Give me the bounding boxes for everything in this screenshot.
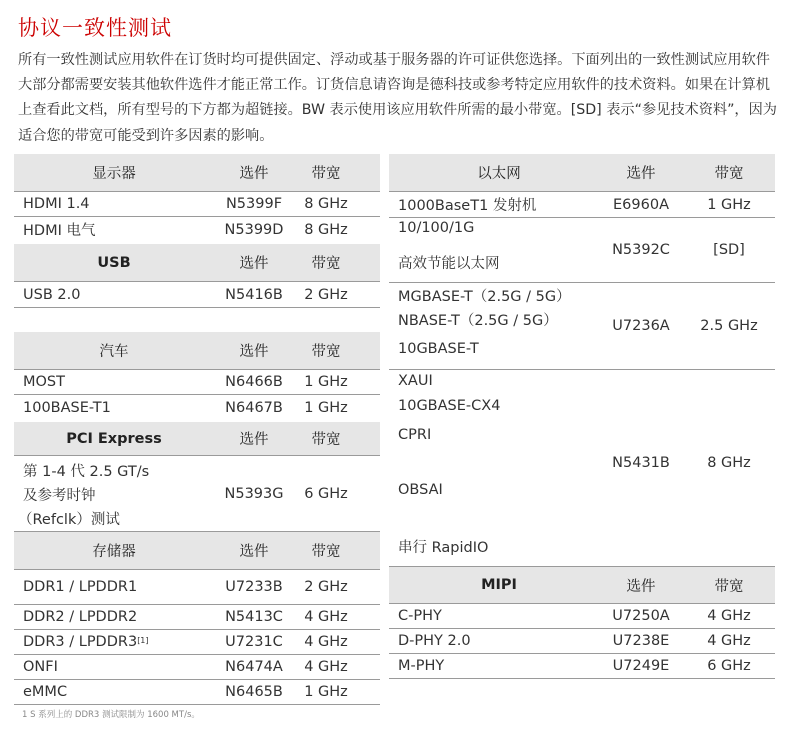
row-name: MOST: [23, 374, 65, 390]
table-row: [389, 604, 775, 629]
table-row: [389, 629, 775, 654]
row-bandwidth: 4 GHz: [304, 634, 348, 650]
option-link[interactable]: N5399F: [225, 196, 283, 212]
row-bandwidth: 8 GHz: [304, 221, 348, 238]
option-link[interactable]: U7238E: [612, 633, 670, 649]
row-name: D-PHY 2.0: [398, 633, 471, 649]
option-link[interactable]: N6467B: [225, 399, 283, 416]
mipi-table-header: [389, 566, 775, 604]
row-name: HDMI 电气: [23, 223, 96, 239]
group-line: 10GBASE-CX4: [398, 398, 501, 414]
row-name: 100BASE-T1: [23, 399, 111, 416]
bandwidth-col-header: 带宽: [311, 166, 341, 182]
row-bandwidth: 4 GHz: [304, 659, 348, 675]
group-line: MGBASE-T（2.5G / 5G）: [398, 289, 571, 305]
bandwidth-col-header: 带宽: [714, 166, 744, 182]
intro-paragraph: 所有一致性测试应用软件在订货时均可提供固定、浮动或基于服务器的许可证供您选择。下面列出的一致性测试应用软件大部分都需要安装其他软件选件才能正常工作。订货信息请咨询是德科技或参考特定应用软件的技术资料。如果在计算机上查看此文档，所有型号的下方都为超链接。BW 表示使用该应用软件所需的最小带宽。[SD] 表示“参见技术资料”，因为适合您的带宽可能受到许多因素的影响。: [18, 52, 777, 144]
page-title: 协议一致性测试: [18, 16, 172, 40]
table-row: [389, 192, 775, 218]
auto-header: 汽车: [99, 344, 129, 360]
option-link[interactable]: N5416B: [225, 286, 283, 303]
group-line: CPRI: [398, 427, 432, 443]
option-link[interactable]: N5392C: [612, 242, 670, 258]
display-header: 显示器: [92, 166, 136, 182]
bandwidth-col-header: 带宽: [311, 544, 341, 560]
row-bandwidth: 2.5 GHz: [700, 318, 758, 334]
table-row: [14, 655, 380, 680]
row-name: DDR2 / LPDDR2: [23, 609, 138, 625]
row-bandwidth: 8 GHz: [707, 455, 751, 471]
option-link[interactable]: N5399D: [224, 221, 284, 238]
option-link[interactable]: N6465B: [225, 684, 283, 700]
storage-table-header: [14, 532, 380, 570]
row-bandwidth: 6 GHz: [304, 485, 348, 502]
ethernet-group-2: [389, 283, 775, 370]
row-name: eMMC: [23, 684, 68, 700]
row-name: 1000BaseT1 发射机: [398, 198, 537, 214]
table-row: [14, 680, 380, 705]
group-line: XAUI: [398, 373, 433, 389]
table-row: [14, 570, 380, 605]
row-bandwidth: 6 GHz: [707, 658, 751, 674]
row-name: USB 2.0: [23, 286, 81, 303]
row-name: HDMI 1.4: [23, 196, 90, 212]
option-link[interactable]: U7236A: [612, 318, 670, 334]
bandwidth-col-header: 带宽: [311, 432, 341, 448]
ethernet-group-3: [389, 370, 775, 564]
row-bandwidth: [SD]: [713, 242, 745, 258]
option-link[interactable]: N5413C: [225, 609, 283, 625]
table-row: [14, 605, 380, 630]
row-name: DDR1 / LPDDR1: [23, 579, 138, 595]
row-bandwidth: 1 GHz: [304, 399, 348, 416]
row-name: M-PHY: [398, 658, 445, 674]
group-line: 串行 RapidIO: [398, 540, 489, 556]
row-name: C-PHY: [398, 608, 442, 624]
row-bandwidth: 2 GHz: [304, 286, 348, 303]
auto-table-header: [14, 332, 380, 370]
option-col-header: 选件: [239, 544, 269, 560]
option-link[interactable]: U7231C: [225, 634, 283, 650]
bandwidth-col-header: 带宽: [714, 578, 744, 595]
group-line: 高效节能以太网: [398, 256, 500, 272]
row-name: ONFI: [23, 659, 58, 675]
table-row: [14, 370, 380, 395]
option-link[interactable]: N6474A: [225, 659, 283, 675]
bandwidth-col-header: 带宽: [311, 344, 341, 360]
bandwidth-col-header: 带宽: [311, 256, 341, 272]
row-bandwidth: 1 GHz: [304, 684, 348, 700]
option-link[interactable]: N6466B: [225, 374, 283, 390]
ethernet-table-header: [389, 154, 775, 192]
row-bandwidth: 1 GHz: [707, 196, 751, 213]
pcie-header: PCI Express: [66, 430, 162, 447]
row-bandwidth: 2 GHz: [304, 579, 348, 595]
ethernet-group-1: [389, 218, 775, 283]
pcie-name-line: 及参考时钟: [23, 488, 96, 504]
pcie-name-line: 第 1-4 代 2.5 GT/s: [23, 464, 150, 480]
pcie-table-header: [14, 422, 380, 456]
usb-header: USB: [97, 254, 131, 271]
row-name-text: DDR3 / LPDDR3: [23, 634, 138, 650]
row-name: [23, 630, 203, 654]
option-link[interactable]: E6960A: [613, 196, 669, 213]
table-row: [14, 192, 380, 217]
option-link[interactable]: U7233B: [225, 579, 283, 595]
ethernet-header: 以太网: [477, 166, 521, 182]
footnote: 1 S 系列上的 DDR3 测试限制为 1600 MT/s。: [22, 710, 200, 720]
option-col-header: 选件: [239, 432, 269, 448]
option-col-header: 选件: [239, 344, 269, 360]
row-bandwidth: 4 GHz: [707, 633, 751, 649]
footnote-ref: [1]: [137, 635, 149, 645]
pcie-name-line: （Refclk）测试: [18, 512, 120, 528]
option-col-header: 选件: [626, 578, 656, 595]
group-line: 10GBASE-T: [398, 341, 479, 357]
option-col-header: 选件: [239, 256, 269, 272]
option-col-header: 选件: [239, 166, 269, 182]
mipi-header: MIPI: [481, 577, 517, 593]
option-link[interactable]: U7249E: [612, 658, 670, 674]
row-bandwidth: 4 GHz: [707, 608, 751, 624]
display-table-header: [14, 154, 380, 192]
group-line: NBASE-T（2.5G / 5G）: [398, 313, 558, 329]
group-line: OBSAI: [398, 482, 443, 498]
usb-table-header: [14, 244, 380, 282]
row-bandwidth: 1 GHz: [304, 374, 348, 390]
option-link[interactable]: N5431B: [612, 455, 670, 471]
table-row: [14, 217, 380, 242]
storage-header: 存储器: [92, 544, 136, 560]
option-link[interactable]: N5393G: [224, 485, 284, 502]
table-row: [14, 630, 380, 655]
row-bandwidth: 4 GHz: [304, 609, 348, 625]
group-line: 10/100/1G: [398, 220, 475, 236]
pcie-row: [14, 456, 380, 532]
option-link[interactable]: U7250A: [612, 608, 670, 624]
table-row: [14, 395, 380, 420]
row-bandwidth: 8 GHz: [304, 196, 348, 212]
option-col-header: 选件: [626, 166, 656, 182]
table-row: [389, 654, 775, 679]
table-row: [14, 282, 380, 308]
